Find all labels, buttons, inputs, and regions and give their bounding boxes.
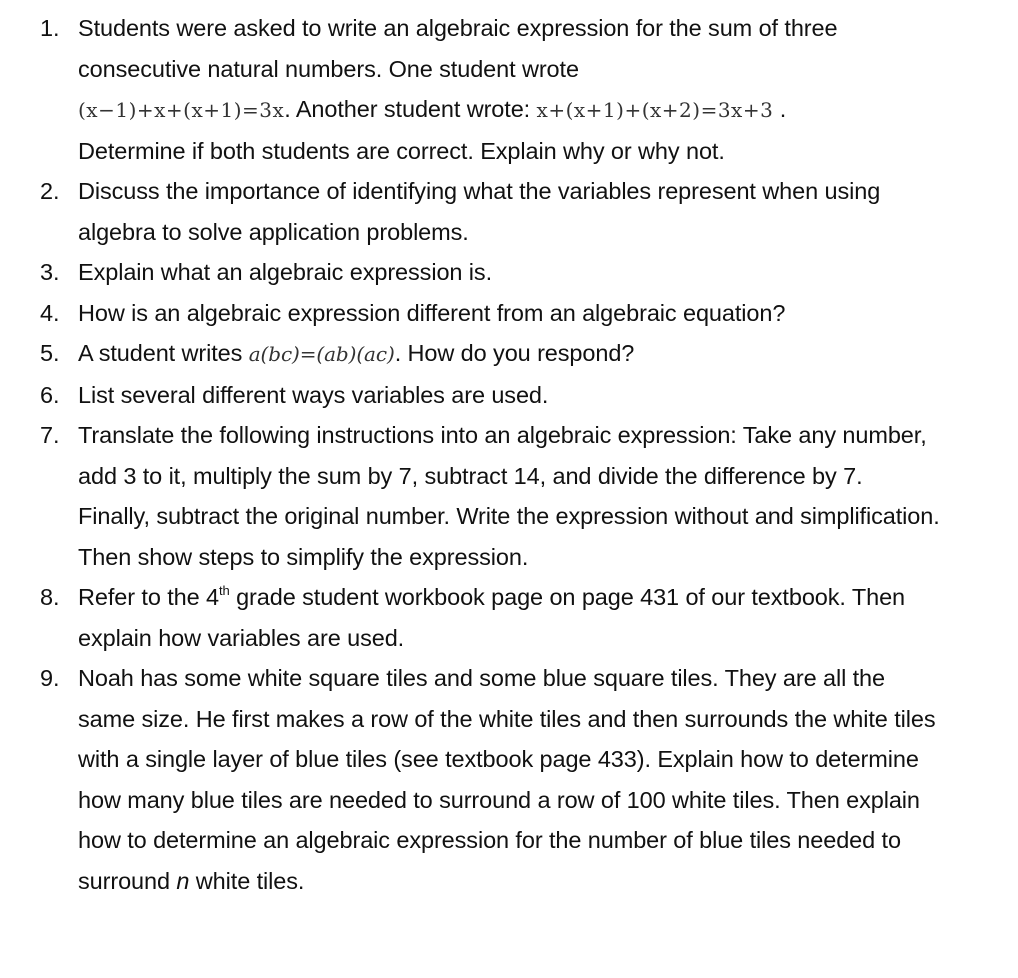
question-text: Discuss the importance of identifying what the variables represent when using algebra to solve application problems.	[78, 178, 881, 245]
math-expression: (x−1)+x+(x+1)=3x	[78, 98, 285, 122]
question-number: 1.	[40, 15, 60, 41]
question-text: Refer to the 4	[78, 584, 219, 610]
question-8	[40, 577, 940, 658]
question-text: List several different ways variables are used.	[78, 381, 549, 408]
question-number: 2.	[40, 178, 60, 204]
question-text: Determine if both students are correct. Explain why or why not.	[78, 137, 725, 164]
question-number: 6.	[40, 381, 60, 408]
question-text: .	[773, 96, 787, 122]
question-number: 7.	[40, 422, 60, 448]
math-expression: a(bc)=(ab)(ac)	[248, 342, 395, 366]
question-number: 3.	[40, 259, 60, 285]
question-number: 8.	[40, 584, 60, 610]
question-text: . Another student wrote:	[284, 96, 537, 122]
question-text: A student writes	[78, 340, 249, 366]
variable-n: n	[176, 867, 190, 894]
question-2	[40, 171, 940, 252]
ordinal-suffix: th	[219, 583, 230, 598]
question-list	[40, 8, 940, 901]
question-text: Translate the following instructions into an algebraic expression: Take any number, add 3 to it, multiply the sum by 7, subtract 14, and divide the difference by 7. Finally, subtract the original number. Write the expression without and simplification. Then show steps to simplify the expression.	[78, 422, 940, 570]
question-text: . How do you respond?	[394, 340, 635, 366]
question-9	[40, 658, 940, 901]
question-6	[40, 375, 940, 416]
question-1	[40, 8, 940, 171]
question-7	[40, 415, 940, 577]
question-text: Students were asked to write an algebraic expression for the sum of three consecutive natural numbers. One student wrote	[78, 15, 838, 82]
question-text: Explain what an algebraic expression is.	[78, 259, 493, 285]
question-text: How is an algebraic expression different from an algebraic equation?	[78, 299, 786, 326]
math-expression: x+(x+1)+(x+2)=3x+3	[536, 98, 774, 122]
question-number: 5.	[40, 340, 60, 366]
question-5	[40, 333, 940, 375]
question-4	[40, 293, 940, 334]
question-text: Noah has some white square tiles and some blue square tiles. They are all the same size. He first makes a row of the white tiles and then surrounds the white tiles with a single layer of blue tiles (see textbook page 433). Explain how to determine how many blue tiles are needed to surround a row of 100 white tiles. Then explain how to determine an algebraic expression for the number of blue tiles needed to surround	[78, 665, 936, 894]
question-number: 4.	[40, 299, 60, 326]
question-3	[40, 252, 940, 293]
question-text: white tiles.	[189, 867, 305, 894]
question-text: grade student workbook page on page 431 of our textbook. Then explain how variables are used.	[78, 584, 906, 651]
question-number: 9.	[40, 665, 60, 691]
